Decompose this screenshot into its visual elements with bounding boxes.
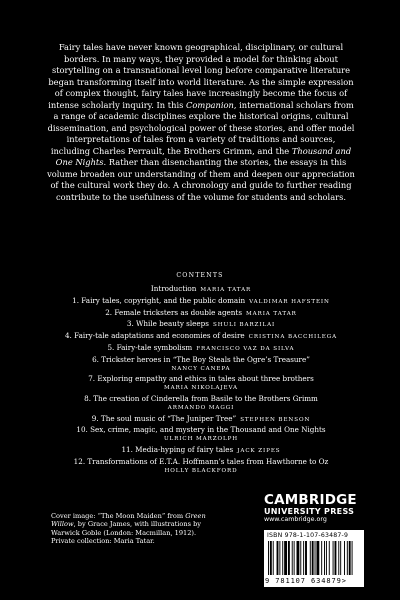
- barcode-bar: [279, 541, 280, 575]
- cover-credit-b: , by Grace James, with illustrations by Warwick Goble (London: Macmillan, 1912). Private collection: Maria Tatar.: [51, 520, 202, 546]
- publisher-url: www.cambridge.org: [264, 516, 327, 523]
- toc-entry-author: NANCY CANEPA: [171, 365, 231, 372]
- toc-entry-author: MARIA TATAR: [200, 287, 252, 293]
- toc-entry-author: STEPHEN BENSON: [240, 416, 311, 423]
- toc-entry: [47, 308, 355, 320]
- toc-entry: [47, 331, 355, 343]
- blurb-part-3: . Rather than disenchanting the stories, the essays in this volume broaden our understanding of them and deepen our appreciation of the cultural work they do. A chronology and guide to further reading contribute to the usefulness of the volume for students and scholars.: [47, 157, 355, 202]
- barcode-bar: [335, 541, 337, 575]
- barcode-digits: [265, 577, 363, 585]
- toc-entry-author: MARIA TATAR: [246, 310, 297, 317]
- publisher-subname: UNIVERSITY PRESS: [264, 507, 355, 516]
- toc-entry-author: SHULI BARZILAI: [212, 322, 276, 329]
- barcode-bar: [292, 541, 293, 575]
- toc-entry-author: MARIA NIKOLAJEVA: [164, 385, 238, 392]
- toc-entry: [47, 343, 355, 355]
- toc-entry: [47, 445, 355, 457]
- blurb-nights: Thousand and One Nights: [55, 145, 352, 167]
- toc-entry: [47, 355, 355, 375]
- barcode: [264, 530, 364, 587]
- barcode-bar: [284, 541, 287, 575]
- barcode-bar: [326, 541, 327, 575]
- barcode-bar: [268, 541, 269, 575]
- barcode-bar: [349, 541, 351, 575]
- toc-entry-title: 2. Female tricksters as double agents: [105, 307, 243, 317]
- barcode-bars: [268, 541, 360, 575]
- barcode-bar: [277, 541, 279, 575]
- barcode-bar: [329, 541, 330, 575]
- barcode-bar: [315, 541, 316, 575]
- toc-entry: [47, 425, 355, 445]
- isbn-text: ISBN 978-1-107-63487-9: [267, 532, 349, 539]
- blurb-part-1: Fairy tales have never known geographical, disciplinary, or cultural borders. In many ways, they provided a model for thinking about storytelling on a transnational level long before comparative literature began transforming itself into world literature. As the simple expression of complex thought, fairy tales have increasingly become the focus of intense scholarly inquiry. In this: [48, 42, 354, 110]
- toc-entry-title: 3. While beauty sleeps: [126, 319, 209, 329]
- blurb-part-2: , international scholars from a range of academic disciplines explore the historical origins, cultural dissemination, and psychological power of these stories, and offer model interpretations of tales from a variety of traditions and sources, including Charles Perrault, the Brothers Grimm, and the: [47, 99, 355, 156]
- contents-heading: CONTENTS: [176, 272, 224, 279]
- toc-entry-title: 4. Fairy-tale adaptations and economies of desire: [64, 331, 245, 341]
- toc-entry-title: 11. Media-hyping of fairy tales: [121, 444, 234, 454]
- barcode-bar: [340, 541, 341, 575]
- toc-entry: [47, 296, 355, 308]
- toc-entry-title: 12. Transformations of E.T.A. Hoffmann’s tales from Hawthorne to Oz: [73, 456, 329, 466]
- toc-entry: [47, 284, 355, 296]
- toc-entry-title: 5. Fairy-tale symbolism: [107, 342, 193, 352]
- barcode-bar: [312, 541, 314, 575]
- publisher-logo: [264, 494, 359, 524]
- toc-entry-author: CRISTINA BACCHILEGA: [248, 334, 338, 341]
- barcode-bar: [303, 541, 304, 575]
- barcode-bar: [316, 541, 319, 575]
- table-of-contents: [47, 284, 355, 476]
- barcode-bar: [352, 541, 353, 575]
- barcode-number: 9 781107 634879: [265, 577, 342, 585]
- toc-entry-title: 9. The soul music of “The Juniper Tree”: [91, 413, 237, 423]
- toc-entry-author: HOLLY BLACKFORD: [164, 467, 238, 474]
- barcode-quiet-zone-mark: >: [341, 577, 347, 585]
- blurb-companion: Companion: [186, 99, 234, 110]
- barcode-bar: [347, 541, 348, 575]
- toc-entry-title: 7. Exploring empathy and ethics in tales about three brothers: [88, 374, 314, 384]
- toc-entry-author: JACK ZIPES: [237, 447, 281, 454]
- toc-entry: [47, 319, 355, 331]
- toc-entry-title: 6. Trickster heroes in “The Boy Steals the Ogre’s Treasure”: [92, 354, 310, 364]
- barcode-bar: [321, 541, 322, 575]
- toc-entry-author: ARMANDO MAGGI: [167, 404, 235, 411]
- barcode-bar: [338, 541, 339, 575]
- toc-entry: [47, 414, 355, 426]
- toc-entry-author: ULRICH MARZOLPH: [163, 436, 239, 443]
- barcode-bar: [344, 541, 345, 575]
- toc-entry-title: 8. The creation of Cinderella from Basile to the Brothers Grimm: [84, 393, 318, 403]
- toc-entry: [47, 457, 355, 477]
- cover-credit-a: Cover image: “The Moon Maiden” from: [51, 512, 186, 520]
- toc-entry-title: 10. Sex, crime, magic, and mystery in the Thousand and One Nights: [76, 425, 326, 435]
- toc-entry-title: Introduction: [150, 284, 197, 293]
- barcode-bar: [273, 541, 274, 575]
- toc-entry-title: 1. Fairy tales, copyright, and the public domain: [72, 295, 246, 305]
- barcode-bar: [270, 541, 272, 575]
- barcode-bar: [300, 541, 301, 575]
- barcode-bar: [333, 541, 334, 575]
- barcode-bar: [305, 541, 307, 575]
- cover-credit-book: Green Willow: [51, 512, 206, 529]
- barcode-bar: [324, 541, 325, 575]
- barcode-bar: [288, 541, 290, 575]
- toc-entry: [47, 394, 355, 414]
- toc-entry: [47, 374, 355, 394]
- toc-entry-author: FRANCISCO VAZ DA SILVA: [196, 345, 295, 352]
- barcode-bar: [282, 541, 283, 575]
- barcode-bar: [294, 541, 295, 575]
- barcode-bar: [297, 541, 300, 575]
- toc-entry-author: VALDIMAR HAFSTEIN: [249, 298, 330, 305]
- publisher-name: CAMBRIDGE: [264, 492, 357, 508]
- cover-credit: [51, 512, 216, 546]
- barcode-bar: [310, 541, 311, 575]
- back-cover-blurb: [47, 42, 355, 203]
